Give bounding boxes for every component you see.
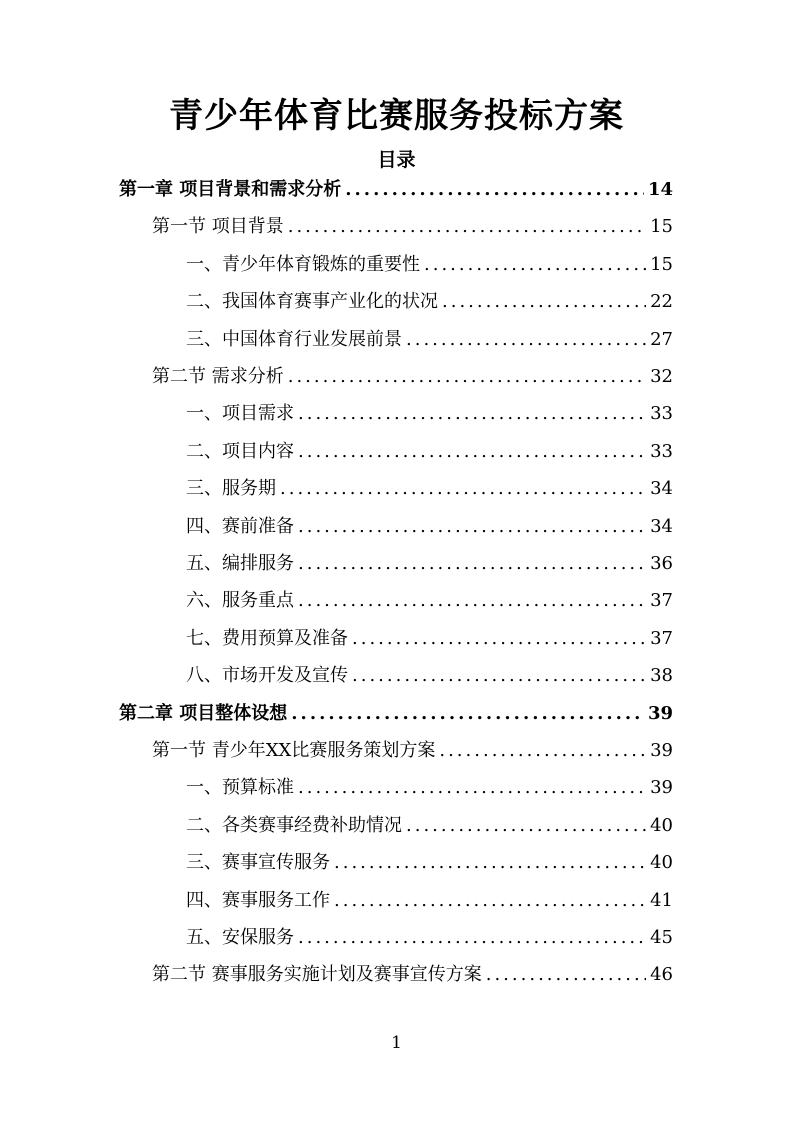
toc-entry-page: 37 <box>650 627 673 649</box>
toc-entry-label: 三、赛事宣传服务 <box>186 852 330 874</box>
toc-entry-label: 六、服务重点 <box>186 590 294 612</box>
toc-entry-label: 第一节 青少年XX比赛服务策划方案 <box>152 740 436 761</box>
toc-entry[interactable] <box>186 250 673 287</box>
toc-entry-page: 46 <box>650 964 673 986</box>
toc-entry-page: 14 <box>647 179 673 200</box>
toc-leader-dots <box>348 628 646 649</box>
toc-entry-label: 四、赛前准备 <box>186 515 294 537</box>
table-of-contents <box>0 175 793 995</box>
toc-entry-page: 40 <box>650 852 673 874</box>
toc-entry-label: 第一节 项目背景 <box>152 216 284 238</box>
toc-entry-label: 一、项目需求 <box>186 403 294 425</box>
toc-entry[interactable] <box>186 661 673 698</box>
toc-leader-dots <box>287 703 644 724</box>
toc-leader-dots <box>294 927 646 948</box>
toc-entry[interactable] <box>152 212 673 249</box>
toc-leader-dots <box>294 516 646 537</box>
toc-entry-label: 第二章 项目整体设想 <box>119 702 288 724</box>
toc-entry-label: 四、赛事服务工作 <box>186 889 330 911</box>
toc-entry-page: 38 <box>650 665 673 687</box>
toc-entry-label: 第一章 项目背景和需求分析 <box>119 179 342 200</box>
toc-leader-dots <box>420 254 646 275</box>
toc-entry-page: 34 <box>650 515 673 537</box>
toc-entry-page: 15 <box>650 216 673 238</box>
toc-entry-page: 33 <box>650 403 673 425</box>
toc-leader-dots <box>438 291 646 312</box>
toc-leader-dots <box>435 740 646 761</box>
toc-entry-label: 一、预算标准 <box>186 777 294 799</box>
toc-entry-label: 三、中国体育行业发展前景 <box>186 328 402 350</box>
toc-leader-dots <box>294 441 646 462</box>
toc-entry-page: 27 <box>650 328 673 350</box>
toc-leader-dots <box>330 852 646 873</box>
toc-entry-page: 40 <box>650 814 673 836</box>
toc-entry[interactable] <box>186 399 673 436</box>
toc-leader-dots <box>294 403 646 424</box>
toc-entry-page: 39 <box>650 777 673 799</box>
toc-entry-page: 33 <box>650 440 673 462</box>
toc-entry-page: 41 <box>650 889 673 911</box>
toc-entry[interactable] <box>186 549 673 586</box>
toc-entry[interactable] <box>152 736 673 773</box>
toc-entry-label: 三、服务期 <box>186 478 276 500</box>
document-title: 青少年体育比赛服务投标方案 <box>169 96 624 136</box>
toc-entry-label: 五、编排服务 <box>186 553 294 574</box>
toc-entry-page: 39 <box>647 702 673 724</box>
toc-leader-dots <box>294 553 646 574</box>
toc-entry-page: 22 <box>650 291 673 313</box>
toc-entry-page: 45 <box>650 927 673 948</box>
toc-leader-dots <box>294 777 646 798</box>
toc-entry-label: 二、我国体育赛事产业化的状况 <box>186 291 438 313</box>
toc-leader-dots <box>402 329 646 350</box>
toc-entry[interactable] <box>186 886 673 923</box>
toc-leader-dots <box>482 964 646 985</box>
toc-leader-dots <box>348 665 646 686</box>
toc-entry-label: 八、市场开发及宣传 <box>186 665 348 687</box>
toc-entry-page: 36 <box>650 553 673 574</box>
toc-entry-label: 七、费用预算及准备 <box>186 627 348 649</box>
toc-leader-dots <box>284 366 646 387</box>
toc-entry[interactable] <box>186 811 673 848</box>
toc-entry-page: 34 <box>650 478 673 500</box>
toc-entry[interactable] <box>186 474 673 511</box>
toc-entry-label: 第二节 赛事服务实施计划及赛事宣传方案 <box>152 964 482 986</box>
toc-entry[interactable] <box>152 362 673 399</box>
toc-leader-dots <box>341 179 644 200</box>
toc-leader-dots <box>330 890 646 911</box>
page-number: 1 <box>391 1033 402 1053</box>
toc-entry[interactable] <box>186 325 673 362</box>
toc-entry[interactable] <box>152 960 673 997</box>
toc-entry[interactable] <box>119 699 673 736</box>
toc-entry-page: 39 <box>650 740 673 761</box>
toc-entry-page: 15 <box>650 253 673 275</box>
toc-entry[interactable] <box>186 586 673 623</box>
toc-entry[interactable] <box>186 848 673 885</box>
toc-entry[interactable] <box>186 923 673 960</box>
toc-leader-dots <box>402 815 646 836</box>
toc-entry-label: 五、安保服务 <box>186 927 294 948</box>
toc-entry-page: 32 <box>650 366 673 387</box>
toc-entry-page: 37 <box>650 590 673 612</box>
toc-leader-dots <box>294 590 646 611</box>
toc-entry[interactable] <box>186 624 673 661</box>
toc-entry-label: 第二节 需求分析 <box>152 366 284 387</box>
toc-entry[interactable] <box>186 512 673 549</box>
toc-entry-label: 二、各类赛事经费补助情况 <box>186 814 402 836</box>
toc-entry[interactable] <box>186 437 673 474</box>
toc-entry[interactable] <box>186 773 673 810</box>
toc-entry[interactable] <box>119 175 673 212</box>
toc-leader-dots <box>276 478 646 499</box>
toc-entry[interactable] <box>186 287 673 324</box>
toc-leader-dots <box>284 216 646 237</box>
toc-entry-label: 一、青少年体育锻炼的重要性 <box>186 253 420 275</box>
toc-entry-label: 二、项目内容 <box>186 440 294 462</box>
toc-heading: 目录 <box>377 149 416 171</box>
